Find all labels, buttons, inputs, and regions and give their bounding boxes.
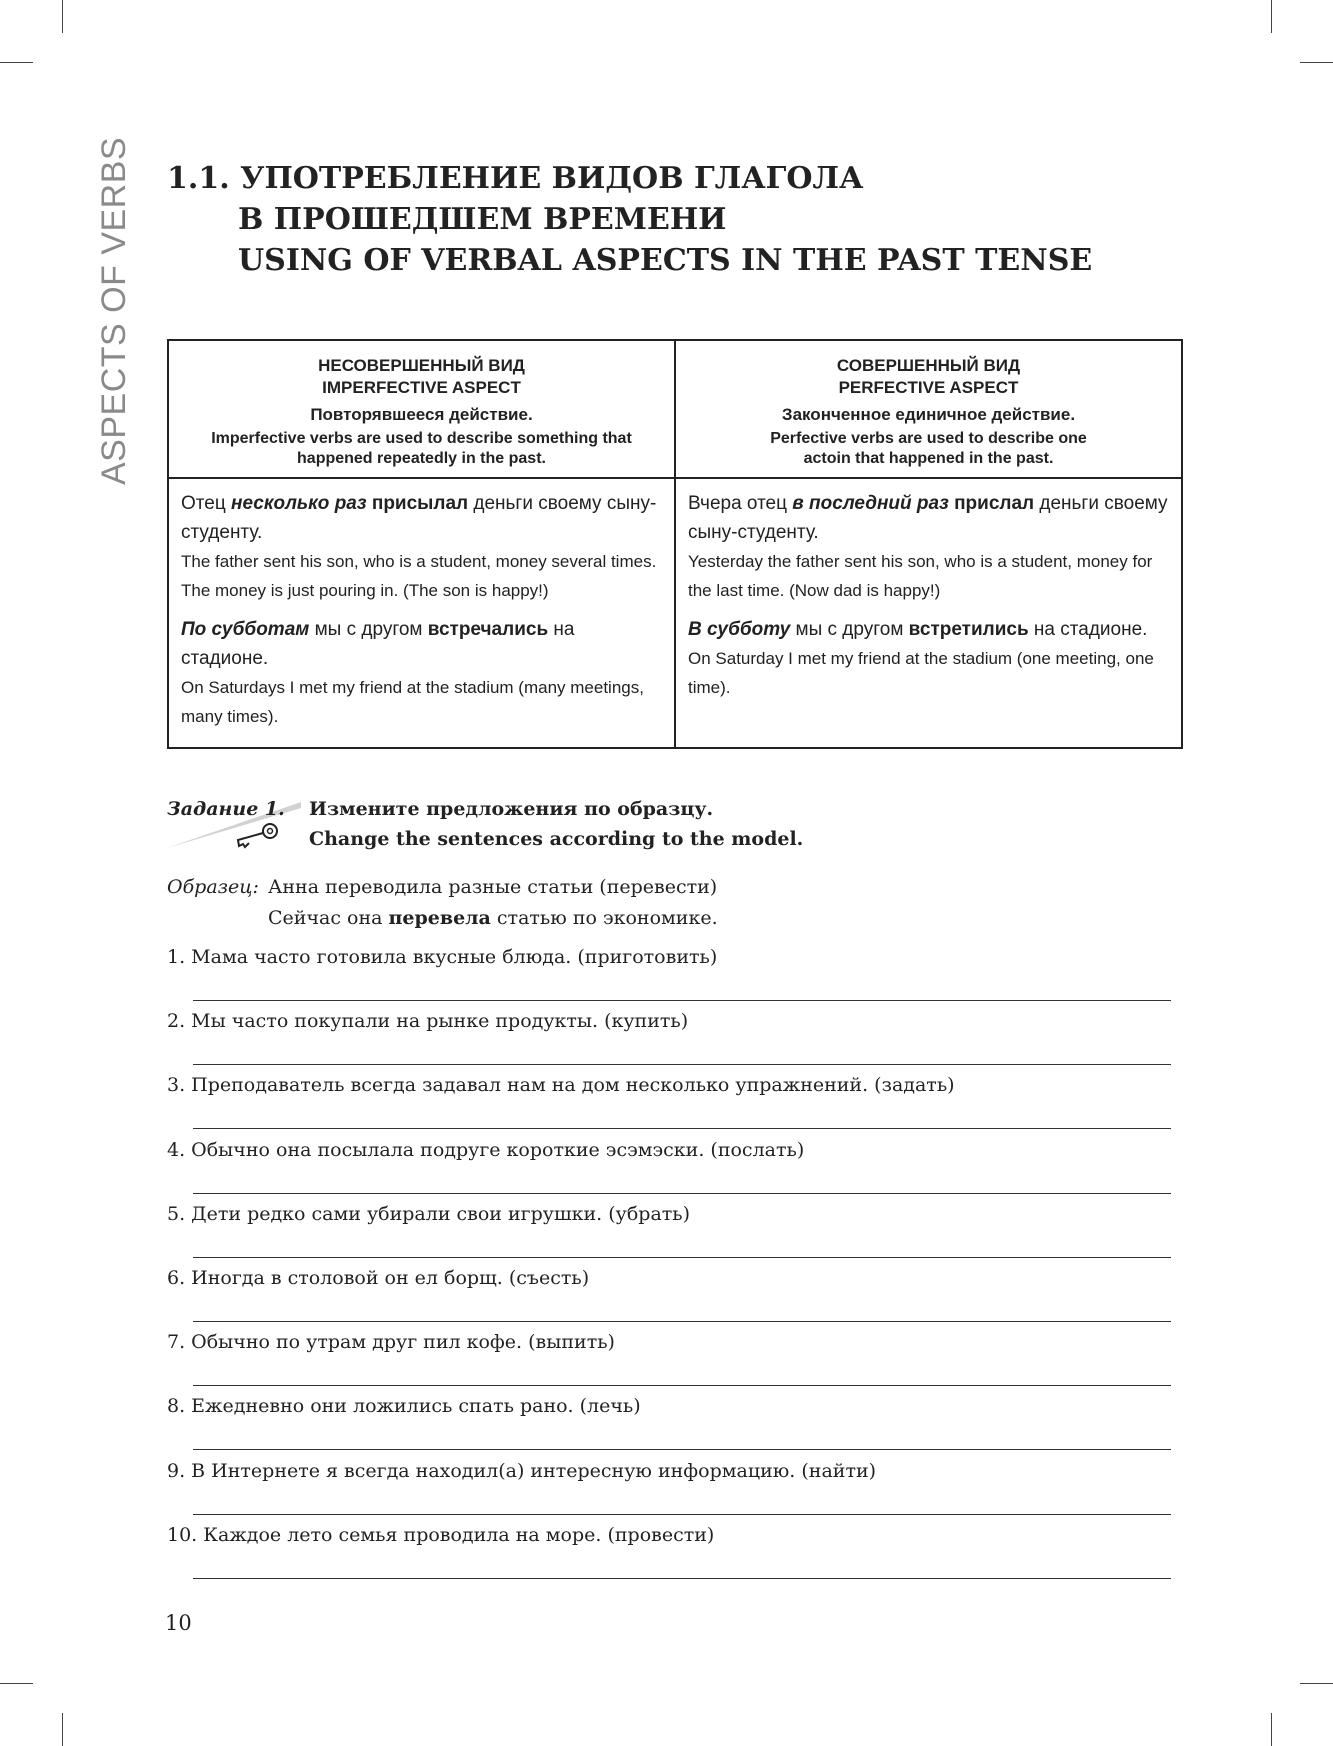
answer-line[interactable] [193, 1064, 1171, 1065]
exercise-item: 9. В Интернете я всегда находил(а) интересную информацию. (найти) [167, 1459, 877, 1482]
model-line: Анна переводила разные статьи (перевести) [268, 876, 718, 898]
meaning-ru: Законченное единичное действие. [781, 405, 1076, 424]
meaning-en: Imperfective verbs are used to describe something that happened repeatedly in the past. [211, 430, 632, 467]
task-label: Задание 1. [167, 798, 285, 820]
text: статью по экономике. [490, 907, 718, 929]
emphasis: В субботу [688, 619, 791, 640]
exercise-item: 5. Дети редко сами убирали свои игрушки. (убрать) [167, 1202, 691, 1225]
answer-line[interactable] [193, 1128, 1171, 1129]
instruction-ru: Измените предложения по образцу. [309, 798, 714, 820]
translation: Yesterday the father sent his son, who is a student, money for the last time. (Now dad is happy!) [688, 552, 1153, 600]
emphasis: По субботам [181, 619, 310, 640]
perfective-examples [675, 478, 1182, 748]
section-title [167, 158, 1092, 281]
answer-line[interactable] [193, 1321, 1171, 1322]
verb: перевела [388, 907, 491, 929]
header-ru: НЕСОВЕРШЕННЫЙ ВИД [318, 356, 525, 375]
text: на стадионе. [1028, 619, 1148, 640]
meaning-en: Perfective verbs are used to describe one actoin that happened in the past. [770, 430, 1087, 467]
imperfective-header [168, 340, 675, 478]
exercise-item: 10. Каждое лето семья проводила на море. (провести) [167, 1523, 715, 1546]
perfective-header [675, 340, 1182, 478]
title-line-english: USING OF VERBAL ASPECTS IN THE PAST TENSE [238, 243, 1093, 278]
answer-line[interactable] [193, 1257, 1171, 1258]
exercise-item: 2. Мы часто покупали на рынке продукты. (купить) [167, 1010, 689, 1033]
translation: On Saturdays I met my friend at the stadium (many meetings, many times). [181, 678, 644, 726]
side-section-label: ASPECTS OF VERBS [95, 136, 133, 485]
section-number: 1.1. [167, 161, 230, 196]
exercise-item: 4. Обычно она посылала подруге короткие эсэмэски. (послать) [167, 1138, 805, 1161]
aspects-table [167, 339, 1183, 749]
header-en: IMPERFECTIVE ASPECT [322, 378, 521, 397]
crop-mark [0, 62, 33, 63]
emphasis: в последний раз [792, 493, 949, 514]
verb: встречались [427, 619, 549, 640]
example [181, 615, 662, 731]
answer-line[interactable] [193, 1578, 1171, 1579]
emphasis: несколько раз [231, 493, 367, 514]
answer-line[interactable] [193, 1000, 1171, 1001]
crop-mark [1271, 1713, 1272, 1746]
text: на стадионе. [181, 619, 575, 669]
task-instructions [309, 794, 803, 854]
answer-line[interactable] [193, 1514, 1171, 1515]
exercise-item: 7. Обычно по утрам друг пил кофе. (выпить) [167, 1331, 615, 1354]
title-line: УПОТРЕБЛЕНИЕ ВИДОВ ГЛАГОЛА [240, 161, 864, 196]
text: Сейчас она [268, 907, 389, 929]
translation: The father sent his son, who is a student, money several times. The money is just pouring in. (The son is happy!) [181, 552, 657, 600]
text: деньги своему сыну-студенту. [181, 493, 657, 543]
crop-mark [1300, 62, 1333, 63]
imperfective-examples [168, 478, 675, 748]
text: Вчера отец [688, 493, 793, 514]
example [688, 489, 1169, 605]
answer-line[interactable] [193, 1449, 1171, 1450]
answer-line[interactable] [193, 1385, 1171, 1386]
text: Отец [181, 493, 231, 514]
answer-line[interactable] [193, 1193, 1171, 1194]
crop-mark [1271, 0, 1272, 33]
exercise-item: 6. Иногда в столовой он ел борщ. (съесть) [167, 1267, 590, 1289]
example [688, 615, 1169, 702]
crop-mark [62, 0, 63, 33]
text: мы с другом [790, 619, 909, 640]
crop-mark [62, 1713, 63, 1746]
text: мы с другом [309, 619, 428, 640]
instruction-en: Change the sentences according to the model. [309, 828, 804, 850]
exercise-item: 1. Мама часто готовила вкусные блюда. (приготовить) [167, 946, 718, 968]
crop-mark [1300, 1683, 1333, 1684]
page-number: 10 [165, 1611, 192, 1635]
task-1 [167, 794, 804, 850]
text: деньги своему сыну-студенту. [688, 493, 1168, 543]
crop-mark [0, 1683, 33, 1684]
header-en: PERFECTIVE ASPECT [838, 378, 1019, 397]
translation: On Saturday I met my friend at the stadium (one meeting, one time). [688, 649, 1154, 697]
meaning-ru: Повторявшееся действие. [310, 405, 533, 424]
header-ru: СОВЕРШЕННЫЙ ВИД [836, 356, 1021, 375]
model-label: Образец: [167, 876, 259, 898]
exercise-item: 3. Преподаватель всегда задавал нам на дом несколько упражнений. (задать) [167, 1074, 955, 1097]
verb: прислал [954, 493, 1035, 514]
verb: присылал [371, 493, 469, 514]
verb: встретились [908, 619, 1029, 640]
title-line: В ПРОШЕДШЕМ ВРЕМЕНИ [238, 202, 727, 237]
example [181, 489, 662, 605]
exercise-item: 8. Ежедневно они ложились спать рано. (лечь) [167, 1395, 641, 1418]
model-line [268, 903, 718, 934]
key-icon [232, 820, 282, 850]
